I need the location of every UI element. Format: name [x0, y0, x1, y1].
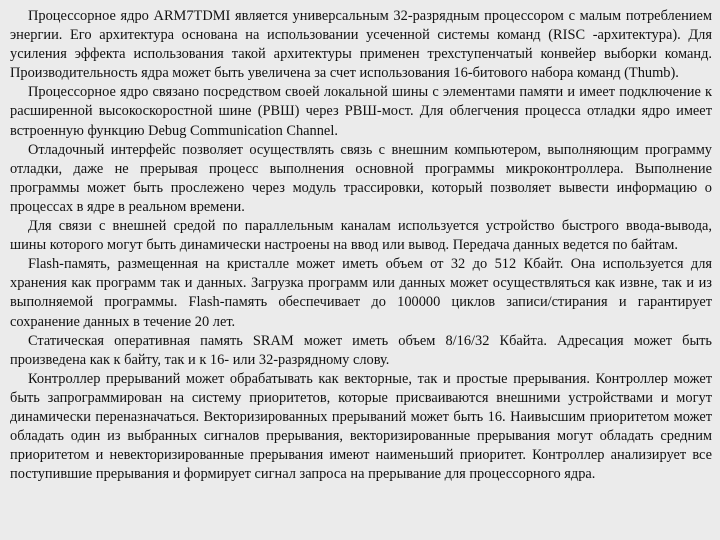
paragraph-sram: Статическая оперативная память SRAM может иметь объем 8/16/32 Кбайта. Адресация может быть произведена как к байту, так и к 16- или 32-разрядному слову.: [10, 332, 712, 368]
paragraph-fast-io: Для связи с внешней средой по параллельным каналам используется устройство быстрого ввода-вывода, шины которого могут быть динамически настроены на ввод или вывод. Передача данных ведется по байтам.: [10, 218, 712, 254]
paragraph-arm7tdmi-core: Процессорное ядро ARM7TDMI является универсальным 32-разрядным процессором с малым потреблением энергии. Его архитектура основана на использовании усеченной системы команд (RISC -архитектура). Для усиления эффекта использования такой архитектуры применен трехступенчатый конвейер выборки команд. Производительность ядра может быть увеличена за счет использования 16-битового набора команд (Thumb).: [10, 8, 712, 82]
paragraph-flash-memory: Flash-память, размещенная на кристалле может иметь объем от 32 до 512 Кбайт. Она используется для хранения как программ так и данных. Загрузка программ или данных может осуществляться как извне, так и из выполняемой программы. Flash-память обеспечивает до 100000 циклов записи/стирания и гарантирует сохранение данных в течение 20 лет.: [10, 256, 712, 330]
paragraph-local-bus: Процессорное ядро связано посредством своей локальной шины с элементами памяти и имеет подключение к расширенной высокоскоростной шине (РВШ) через РВШ-мост. Для облегчения процесса отладки ядро имеет встроенную функцию Debug Communication Channel.: [10, 84, 712, 139]
paragraph-debug-interface: Отладочный интерфейс позволяет осуществлять связь с внешним компьютером, выполняющим программу отладки, даже не прерывая процесс выполнения основной программы микроконтроллера. Выполнение программы может быть прослежено через модуль трассировки, который позволяет вывести информацию о процессах в ядре в реальном времени.: [10, 141, 712, 215]
paragraph-interrupt-controller: Контроллер прерываний может обрабатывать как векторные, так и простые прерывания. Контроллер может быть запрограммирован на систему приоритетов, которые присваиваются внешними устройствами и могут динамически переназначаться. Векторизированных прерываний может быть 16. Наивысшим приоритетом может обладать один из выбранных сигналов прерывания, векторизированные прерывания могут обладать средним приоритетом и невекторизированные прерывания имеют наименьший приоритет. Контроллер анализирует все поступившие прерывания и формирует сигнал запроса на прерывание для процессорного ядра.: [10, 370, 712, 483]
